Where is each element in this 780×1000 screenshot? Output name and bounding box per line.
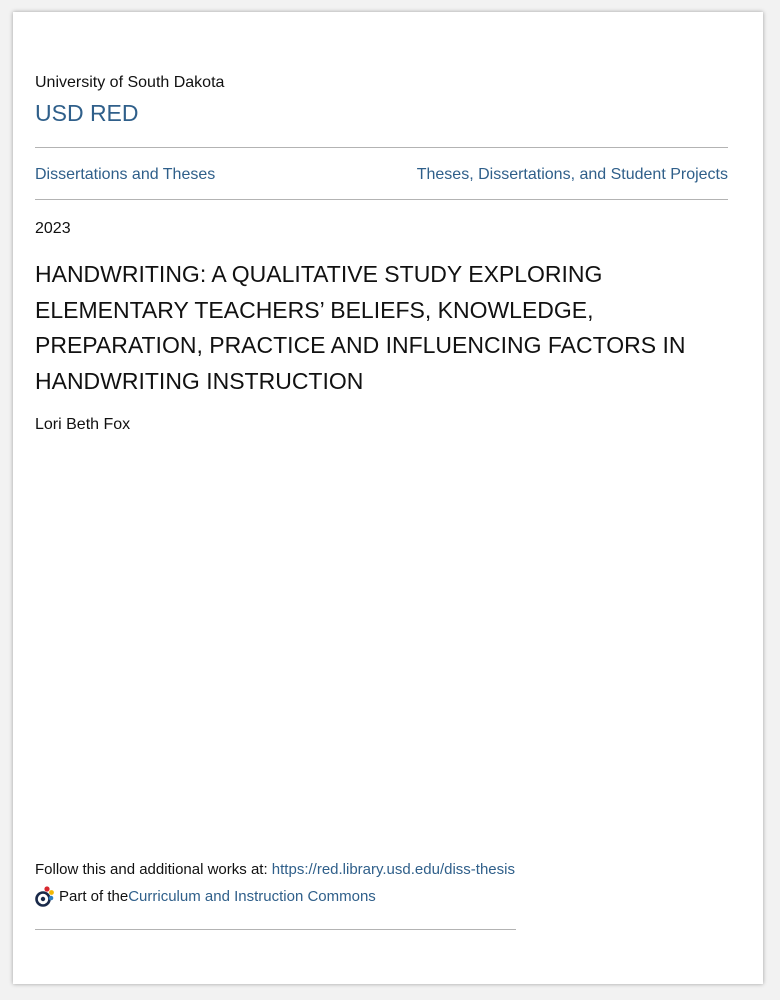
nav-divider — [35, 199, 728, 200]
author-name: Lori Beth Fox — [35, 416, 131, 433]
follow-url-link[interactable]: https://red.library.usd.edu/diss-thesis — [271, 861, 515, 878]
footer-divider — [35, 929, 516, 930]
collection-link[interactable]: Dissertations and Theses — [35, 166, 216, 183]
publication-year: 2023 — [35, 220, 71, 237]
commons-link[interactable]: Curriculum and Instruction Commons — [128, 887, 376, 905]
follow-line — [35, 861, 515, 878]
part-of-line — [35, 885, 376, 907]
document-page — [13, 12, 763, 984]
document-title: HANDWRITING: A QUALITATIVE STUDY EXPLORING ELEMENTARY TEACHERS’ BELIEFS, KNOWLEDGE, PREPARATION, PRACTICE AND INFLUENCING FACTORS IN HANDWRITING INSTRUCTION — [35, 261, 686, 394]
repository-link[interactable]: USD RED — [35, 100, 139, 126]
parent-collection-link[interactable]: Theses, Dissertations, and Student Projects — [416, 166, 728, 183]
header-divider — [35, 147, 728, 148]
part-of-label: Part of the — [59, 887, 129, 905]
institution-name: University of South Dakota — [35, 74, 225, 91]
bepress-commons-network-icon — [35, 885, 55, 907]
follow-label: Follow this and additional works at: — [35, 861, 272, 878]
